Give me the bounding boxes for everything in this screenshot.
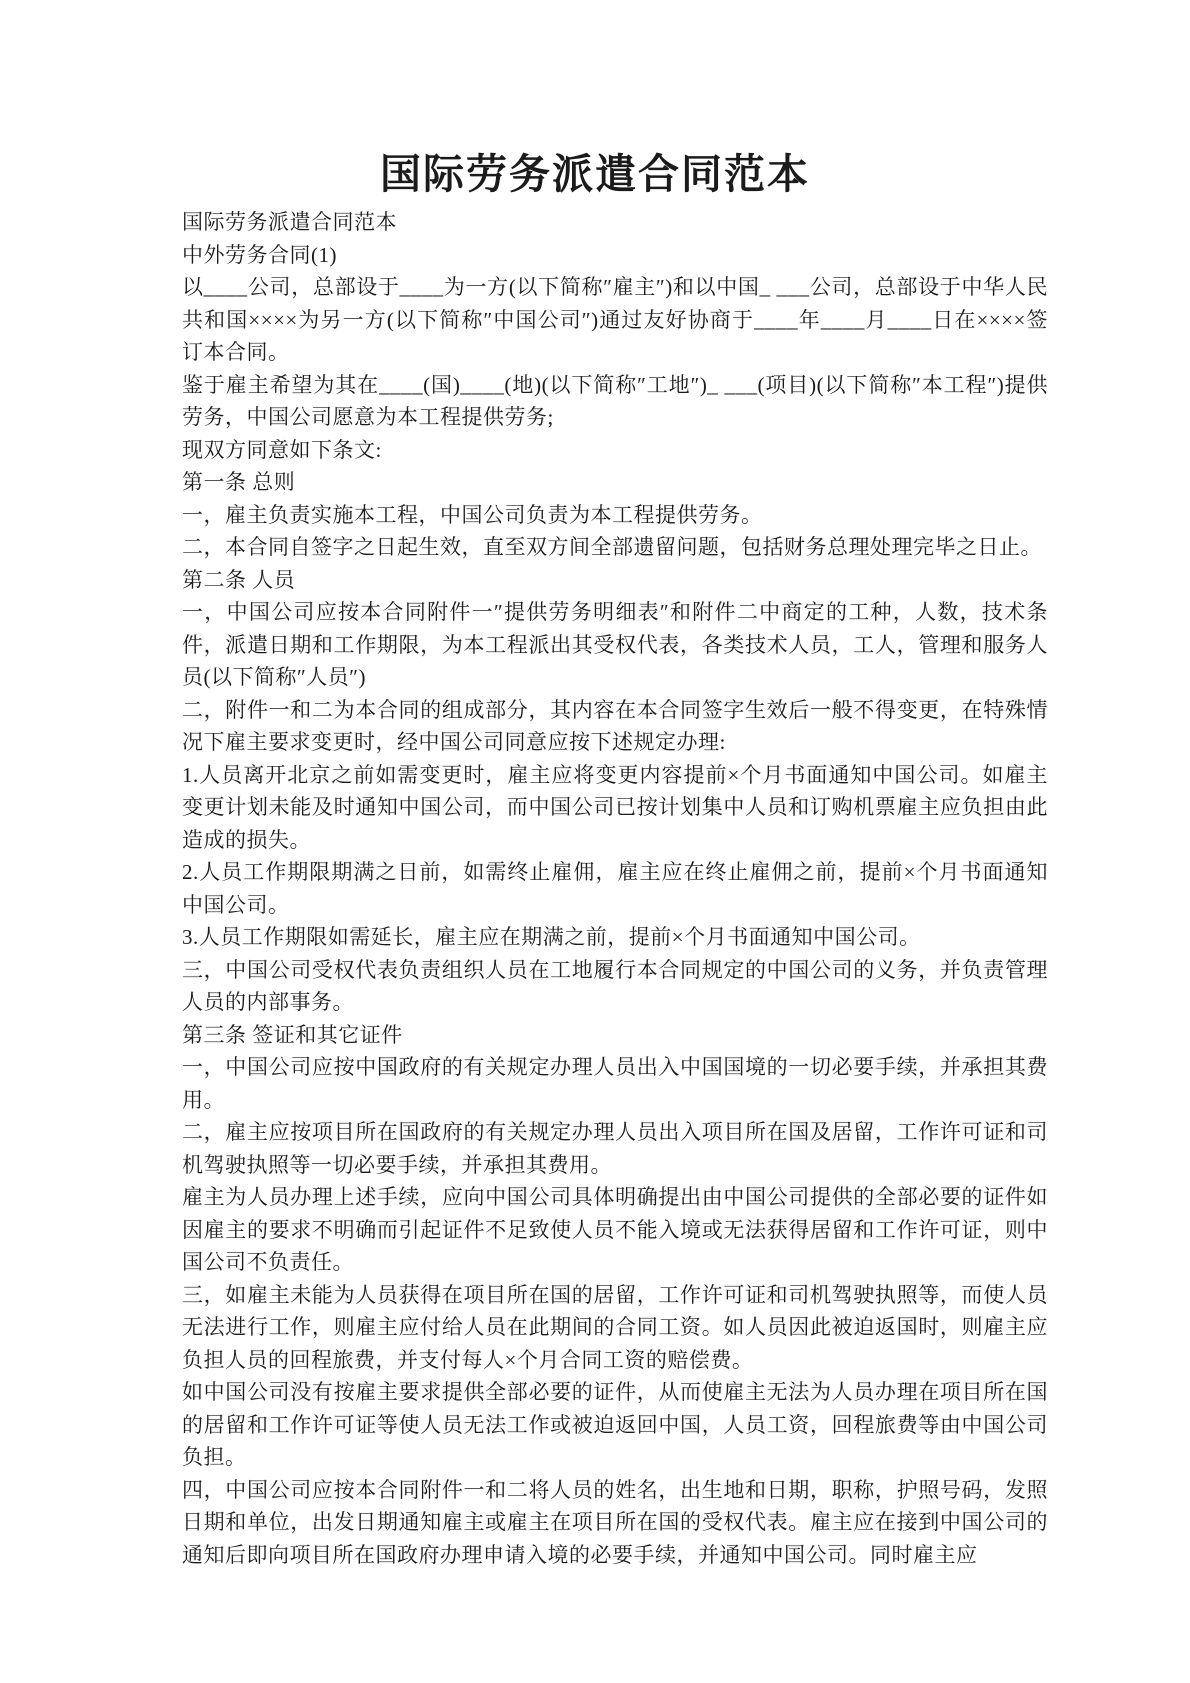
document-paragraph: 三，中国公司受权代表负责组织人员在工地履行本合同规定的中国公司的义务，并负责管理人员的内部事务。 <box>182 957 1048 1014</box>
document-paragraph: 第二条 人员 <box>182 567 296 592</box>
document-paragraph: 二，本合同自签字之日起生效，直至双方间全部遗留问题，包括财务总理处理完毕之日止。 <box>182 535 1042 559</box>
document-paragraph: 一，中国公司应按本合同附件一″提供劳务明细表″和附件二中商定的工种，人数，技术条件，派遣日期和工作期限，为本工程派出其受权代表，各类技术人员，工人，管理和服务人员(以下简称″人员″) <box>182 600 1048 689</box>
document-paragraph: 一，中国公司应按中国政府的有关规定办理人员出入中国国境的一切必要手续，并承担其费用。 <box>182 1055 1048 1112</box>
document-paragraph: 第一条 总则 <box>182 470 296 494</box>
document-paragraph: 二，雇主应按项目所在国政府的有关规定办理人员出入项目所在国及居留，工作许可证和司机驾驶执照等一切必要手续，并承担其费用。 <box>182 1120 1048 1177</box>
document-paragraph: 如中国公司没有按雇主要求提供全部必要的证件，从而使雇主无法为人员办理在项目所在国的居留和工作许可证等使人员无法工作或被迫返回中国，人员工资，回程旅费等由中国公司负担。 <box>182 1380 1048 1469</box>
document-paragraph: 二，附件一和二为本合同的组成部分，其内容在本合同签字生效后一般不得变更，在特殊情况下雇主要求变更时，经中国公司同意应按下述规定办理: <box>182 697 1048 754</box>
document-paragraph: 三，如雇主未能为人员获得在项目所在国的居留，工作许可证和司机驾驶执照等，而使人员无法进行工作，则雇主应付给人员在此期间的合同工资。如人员因此被迫返国时，则雇主应负担人员的回程旅费，并支付每人×个月合同工资的赔偿费。 <box>182 1282 1048 1372</box>
document-paragraph: 3.人员工作期限如需延长，雇主应在期满之前，提前×个月书面通知中国公司。 <box>182 925 921 949</box>
document-paragraph: 鉴于雇主希望为其在____(国)____(地)(以下简称″工地″)_ ___(项目)(以下简称″本工程″)提供劳务，中国公司愿意为本工程提供劳务; <box>182 372 1048 429</box>
document-paragraph: 雇主为人员办理上述手续，应向中国公司具体明确提出由中国公司提供的全部必要的证件如因雇主的要求不明确而引起证件不足致使人员不能入境或无法获得居留和工作许可证，则中国公司不负责任。 <box>182 1185 1048 1274</box>
document-paragraph: 2.人员工作期限期满之日前，如需终止雇佣，雇主应在终止雇佣之前，提前×个月书面通知中国公司。 <box>182 860 1048 917</box>
document-paragraph: 第三条 签证和其它证件 <box>182 1022 403 1047</box>
document-paragraph: 1.人员离开北京之前如需变更时，雇主应将变更内容提前×个月书面通知中国公司。如雇主变更计划未能及时通知中国公司，而中国公司已按计划集中人员和订购机票雇主应负担由此造成的损失。 <box>182 762 1048 852</box>
document-paragraph: 现双方同意如下条文: <box>182 437 382 462</box>
document-paragraph: 中外劳务合同(1) <box>182 242 337 267</box>
document-paragraph: 一，雇主负责实施本工程，中国公司负责为本工程提供劳务。 <box>182 502 763 527</box>
document-paragraph: 以____公司，总部设于____为一方(以下简称″雇主″)和以中国_ ___公司，总部设于中华人民共和国××××为另一方(以下简称″中国公司″)通过友好协商于____年____月____日在××××签订本合同。 <box>182 275 1048 364</box>
document-paragraph: 国际劳务派遣合同范本 <box>182 210 397 234</box>
document-body <box>182 206 1048 1571</box>
document-paragraph: 四，中国公司应按本合同附件一和二将人员的姓名，出生地和日期，职称，护照号码，发照日期和单位，出发日期通知雇主或雇主在项目所在国的受权代表。雇主应在接到中国公司的通知后即向项目所在国政府办理申请入境的必要手续，并通知中国公司。同时雇主应 <box>182 1477 1048 1567</box>
document-title: 国际劳务派遣合同范本 <box>380 151 810 197</box>
